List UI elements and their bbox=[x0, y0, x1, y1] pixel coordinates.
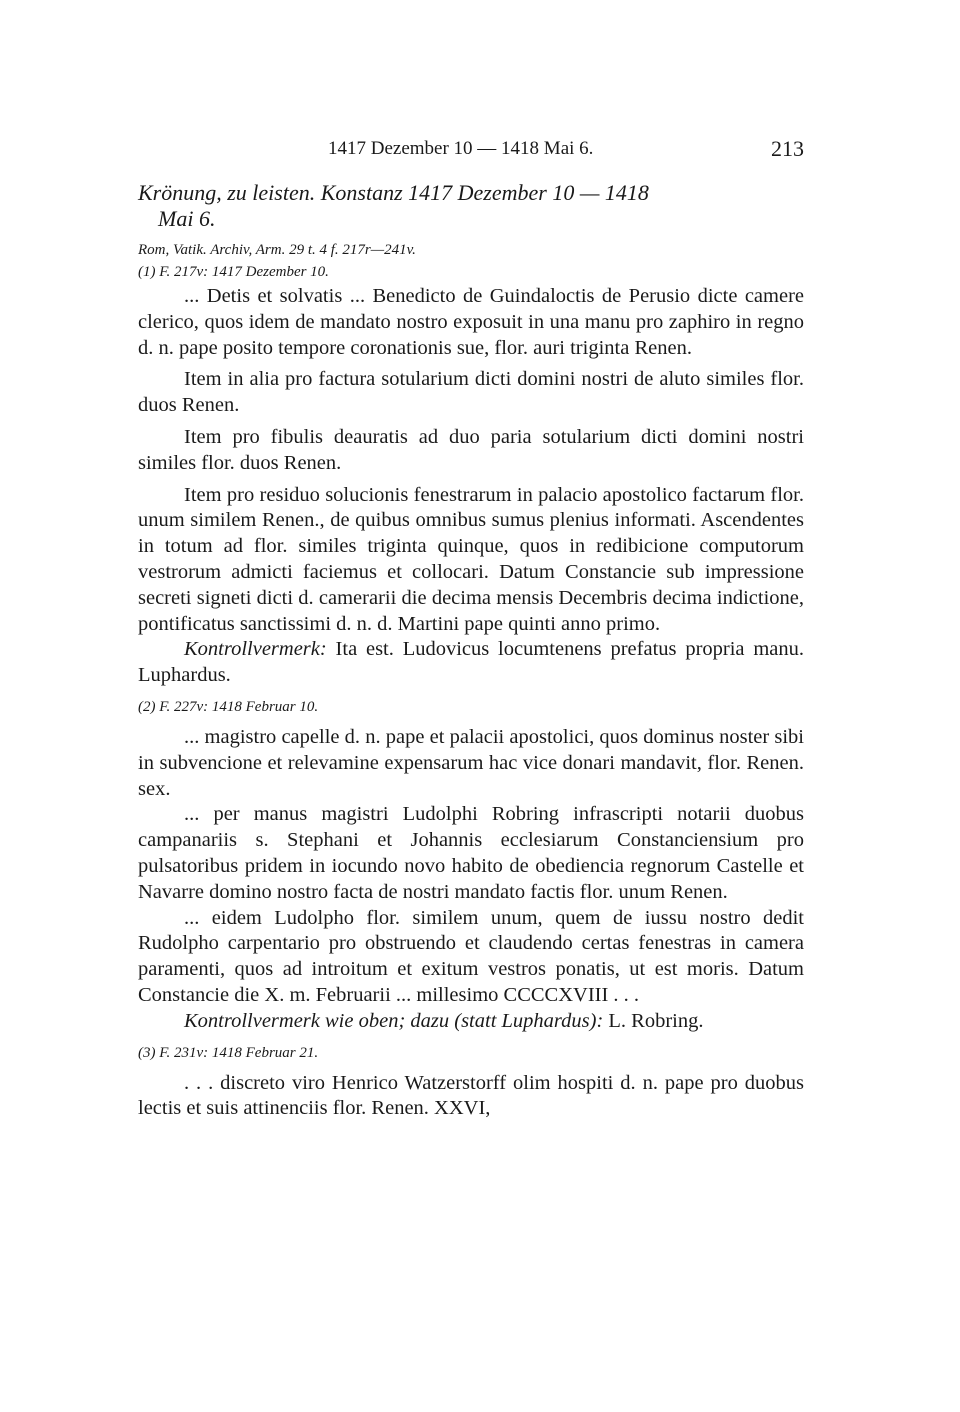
control-note-2-text: L. Robring. bbox=[608, 1009, 704, 1032]
document-body bbox=[138, 180, 804, 1122]
entry-note-2: (2) F. 227v: 1418 Februar 10. bbox=[138, 698, 319, 715]
running-head-dates: 1417 Dezember 10 — 1418 Mai 6. bbox=[328, 138, 594, 159]
entry-note-1: (1) F. 217v: 1417 Dezember 10. bbox=[138, 264, 329, 280]
entry-note-3: (3) F. 231v: 1418 Februar 21. bbox=[138, 1044, 319, 1061]
title-line-1: Krönung, zu leisten. Konstanz 1417 Dezember 10 — 1418 bbox=[138, 180, 649, 205]
control-note-1 bbox=[138, 637, 804, 689]
title-line-2: Mai 6. bbox=[158, 206, 216, 231]
paragraph-1: ... Detis et solvatis ... Benedicto de Guindaloctis de Perusio dicte camere clerico, quos idem de mandato nostro exposuit in una manu pro zaphiro in regno d. n. pape posito tempore coronationis sue, flor. auri triginta Renen. bbox=[138, 285, 804, 359]
paragraph-8: ... eidem Ludolpho flor. similem unum, quem de iussu nostro dedit Rudolpho carpentario pro obstruendo et claudendo certas fenestras in camera paramenti, quos ad introitum et exitum vestros ponatis, ut est moris. Datum Constancie die X. m. Februarii ... millesimo CCCCXVIII . . . bbox=[138, 906, 804, 1006]
control-note-1-text: Ita est. Ludovicus locumtenens prefatus propria manu. Luphardus. bbox=[138, 638, 805, 687]
page-number: 213 bbox=[771, 136, 804, 161]
paragraph-7: ... per manus magistri Ludolphi Robring infrascripti notarii duobus campanariis s. Stephani et Johannis ecclesiarum Constanciensium pro pulsatoribus pridem in iocundo novo habito de obediencia regnorum Castelle et Navarre domino nostro facta de nostri mandato factis flor. unum Renen. bbox=[138, 803, 804, 903]
running-head bbox=[138, 138, 804, 168]
paragraph-2: Item in alia pro factura sotularium dicti domini nostri de aluto similes flor. duos Renen. bbox=[138, 368, 804, 417]
paragraph-3: Item pro fibulis deauratis ad duo paria sotularium dicti domini nostri similes flor. duos Renen. bbox=[138, 425, 804, 474]
control-note-2 bbox=[138, 1009, 804, 1035]
control-note-1-label: Kontrollvermerk: bbox=[184, 638, 327, 661]
document-title bbox=[138, 180, 804, 232]
paragraph-6: ... magistro capelle d. n. pape et palacii apostolici, quos dominus noster sibi in subvencione et relevamine expensarum hac vice donari mandavit, flor. Renen. sex. bbox=[138, 725, 804, 800]
control-note-2-label: Kontrollvermerk wie oben; dazu (statt Luphardus): bbox=[184, 1009, 604, 1032]
paragraph-4: Item pro residuo solucionis fenestrarum in palacio apostolico factarum flor. unum similem Renen., de quibus omnibus sumus plenius informati. Ascendentes in totum ad flor. similes triginta quinque, quos in redibicione computorum vestrorum admicti faciemus et collocari. Datum Constancie sub impressione secreti signeti dicti d. camerarii die decima mensis Decembris decima indictione, pontificatus sanctissimi d. n. d. Martini pape quinti anno primo. bbox=[138, 483, 804, 635]
archive-source: Rom, Vatik. Archiv, Arm. 29 t. 4 f. 217r—241v. bbox=[138, 242, 416, 258]
paragraph-10: . . . discreto viro Henrico Watzerstorff olim hospiti d. n. pape pro duobus lectis et suis attinenciis flor. Renen. XXVI, bbox=[138, 1071, 804, 1120]
